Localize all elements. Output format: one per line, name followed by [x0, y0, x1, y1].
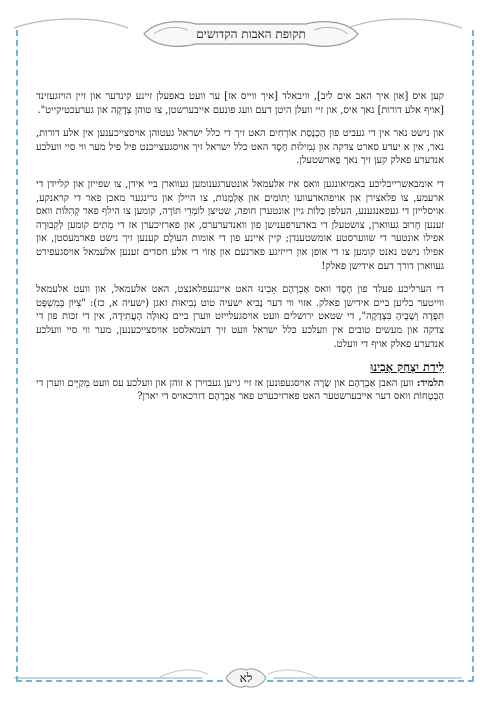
- paragraph-4: די הערליכע פעלד פון חֶסֶד וואס אַבְרָהָם אָבִינוּ האט איינגעפלאנצט, האט אלעמאל, און וועט אלעמאל ווייטער בליען ביים אידישן פאלק. אזוי ווי דער נָבִיא ישעיה טוט נְבִיאוּת זאגן (ישעיה א, כז): "צִיּוֹן בְּמִשְׁפָּט תִּפָּדֶה וְשָׁבֶיהָ בִּצְדָקָה", די שטאט ירושלים וועט אויסגעלייזט ווערן ביים גְאוּלָה הָעֲתִידָה, אין די זכות פון די צדקה און מעשים טובים אין וועלכע כלל ישראל וועט זיך דעמאלסט אויסצייכענען, מער ווי סיי וועלכע אנדערע פאלק אויף די וועלט.: [36, 284, 444, 350]
- body-content: [36, 90, 444, 414]
- paragraph-3: די אומבאשרייבליכע באמיאונגען וואס איז אלעמאל אונטערגענומען געווארן ביי אידן, צו שפייזן און קליידן די ארעמע, צו פלאצירן און אויפהאדעוועו יְתוֹמִים און אַלְמָנוֹת, צו היילן און גרינגער מאכן פאר די קראנקע, אויסלייזן די געפאנגענע, העלפן כַּלּוֹת גיין אונטערן חופה, שטיצן לוֹמְדֵי תּוֹרָה, קומען צו הילף פאר קְהִלּוֹת וואס זענען חָרוּב געווארן, צושטעלן די באדערפענישן פון וואנדערערס, און פארזיכערן אז די מֵתִים קומען לְקְבוּרָה אפילו אונטער די שווערסטע אומשטענדן; קיין איינע פון די אומות העוֹלָם קענען זיך נישט פארמעסטן, און אפילו נישט נאנט קומען צו די אופן און רייזיגע פארנעם און אַזוֹי די אלע חסדים זענען אלעמאל אויסגעפירט געווארן דורך דעם אידישן פאלק!: [36, 178, 444, 272]
- section-text: ווען האבן אַבְרָהָם און שָׂרָה אויסגעפונען אז זיי גייען געבוירן א זוהן און וועלכע עס וועט מְקַיֵּים ווערן די הַבְטָחוֹת וואס דער אייבערשטער האט פארזיכערט פאר אַבְרָהָם דורכאויס די יארן?: [36, 377, 444, 403]
- header-title: תקופת האבות הקדושים: [196, 27, 306, 41]
- section-title: לֵידַת יִצְחָק אָבִינוּ: [370, 360, 444, 375]
- page-number-box: [222, 666, 270, 690]
- page-number: לא: [239, 671, 253, 685]
- section-paragraph: [36, 377, 444, 404]
- paragraph-2: און נישט נאר אין די געביט פון הַכְנָסַת אוֹרְחִים האט זיך די כלל ישראל געטוהן אויסצייכענען אין אלע דורות, נאר, אין א יעדע סארט צדקה און גְמִילוּת חֶסֶד האט כלל ישראל זיך אויסגעצייכנט פיל פיל מער ווי סיי וועלכע אנדערע פאלק קען זיך נאך פָארשטעלן.: [36, 128, 444, 167]
- header-banner: [136, 18, 366, 50]
- section-lead: תלמיד:: [416, 377, 444, 389]
- paragraph-1: קען איס [און איך האב אים ליב], וויבאלד [איך ווייס אז] ער וועט באפעלן זיינע קינדער און זיין הויזגעזינד [אויף אלע דורות] נאך איס, און זיי וועלן היטן דעם וועג פונעם אייבערשטן, צו טוהן צְדָקָה און גערעכטיקייט".: [36, 91, 444, 116]
